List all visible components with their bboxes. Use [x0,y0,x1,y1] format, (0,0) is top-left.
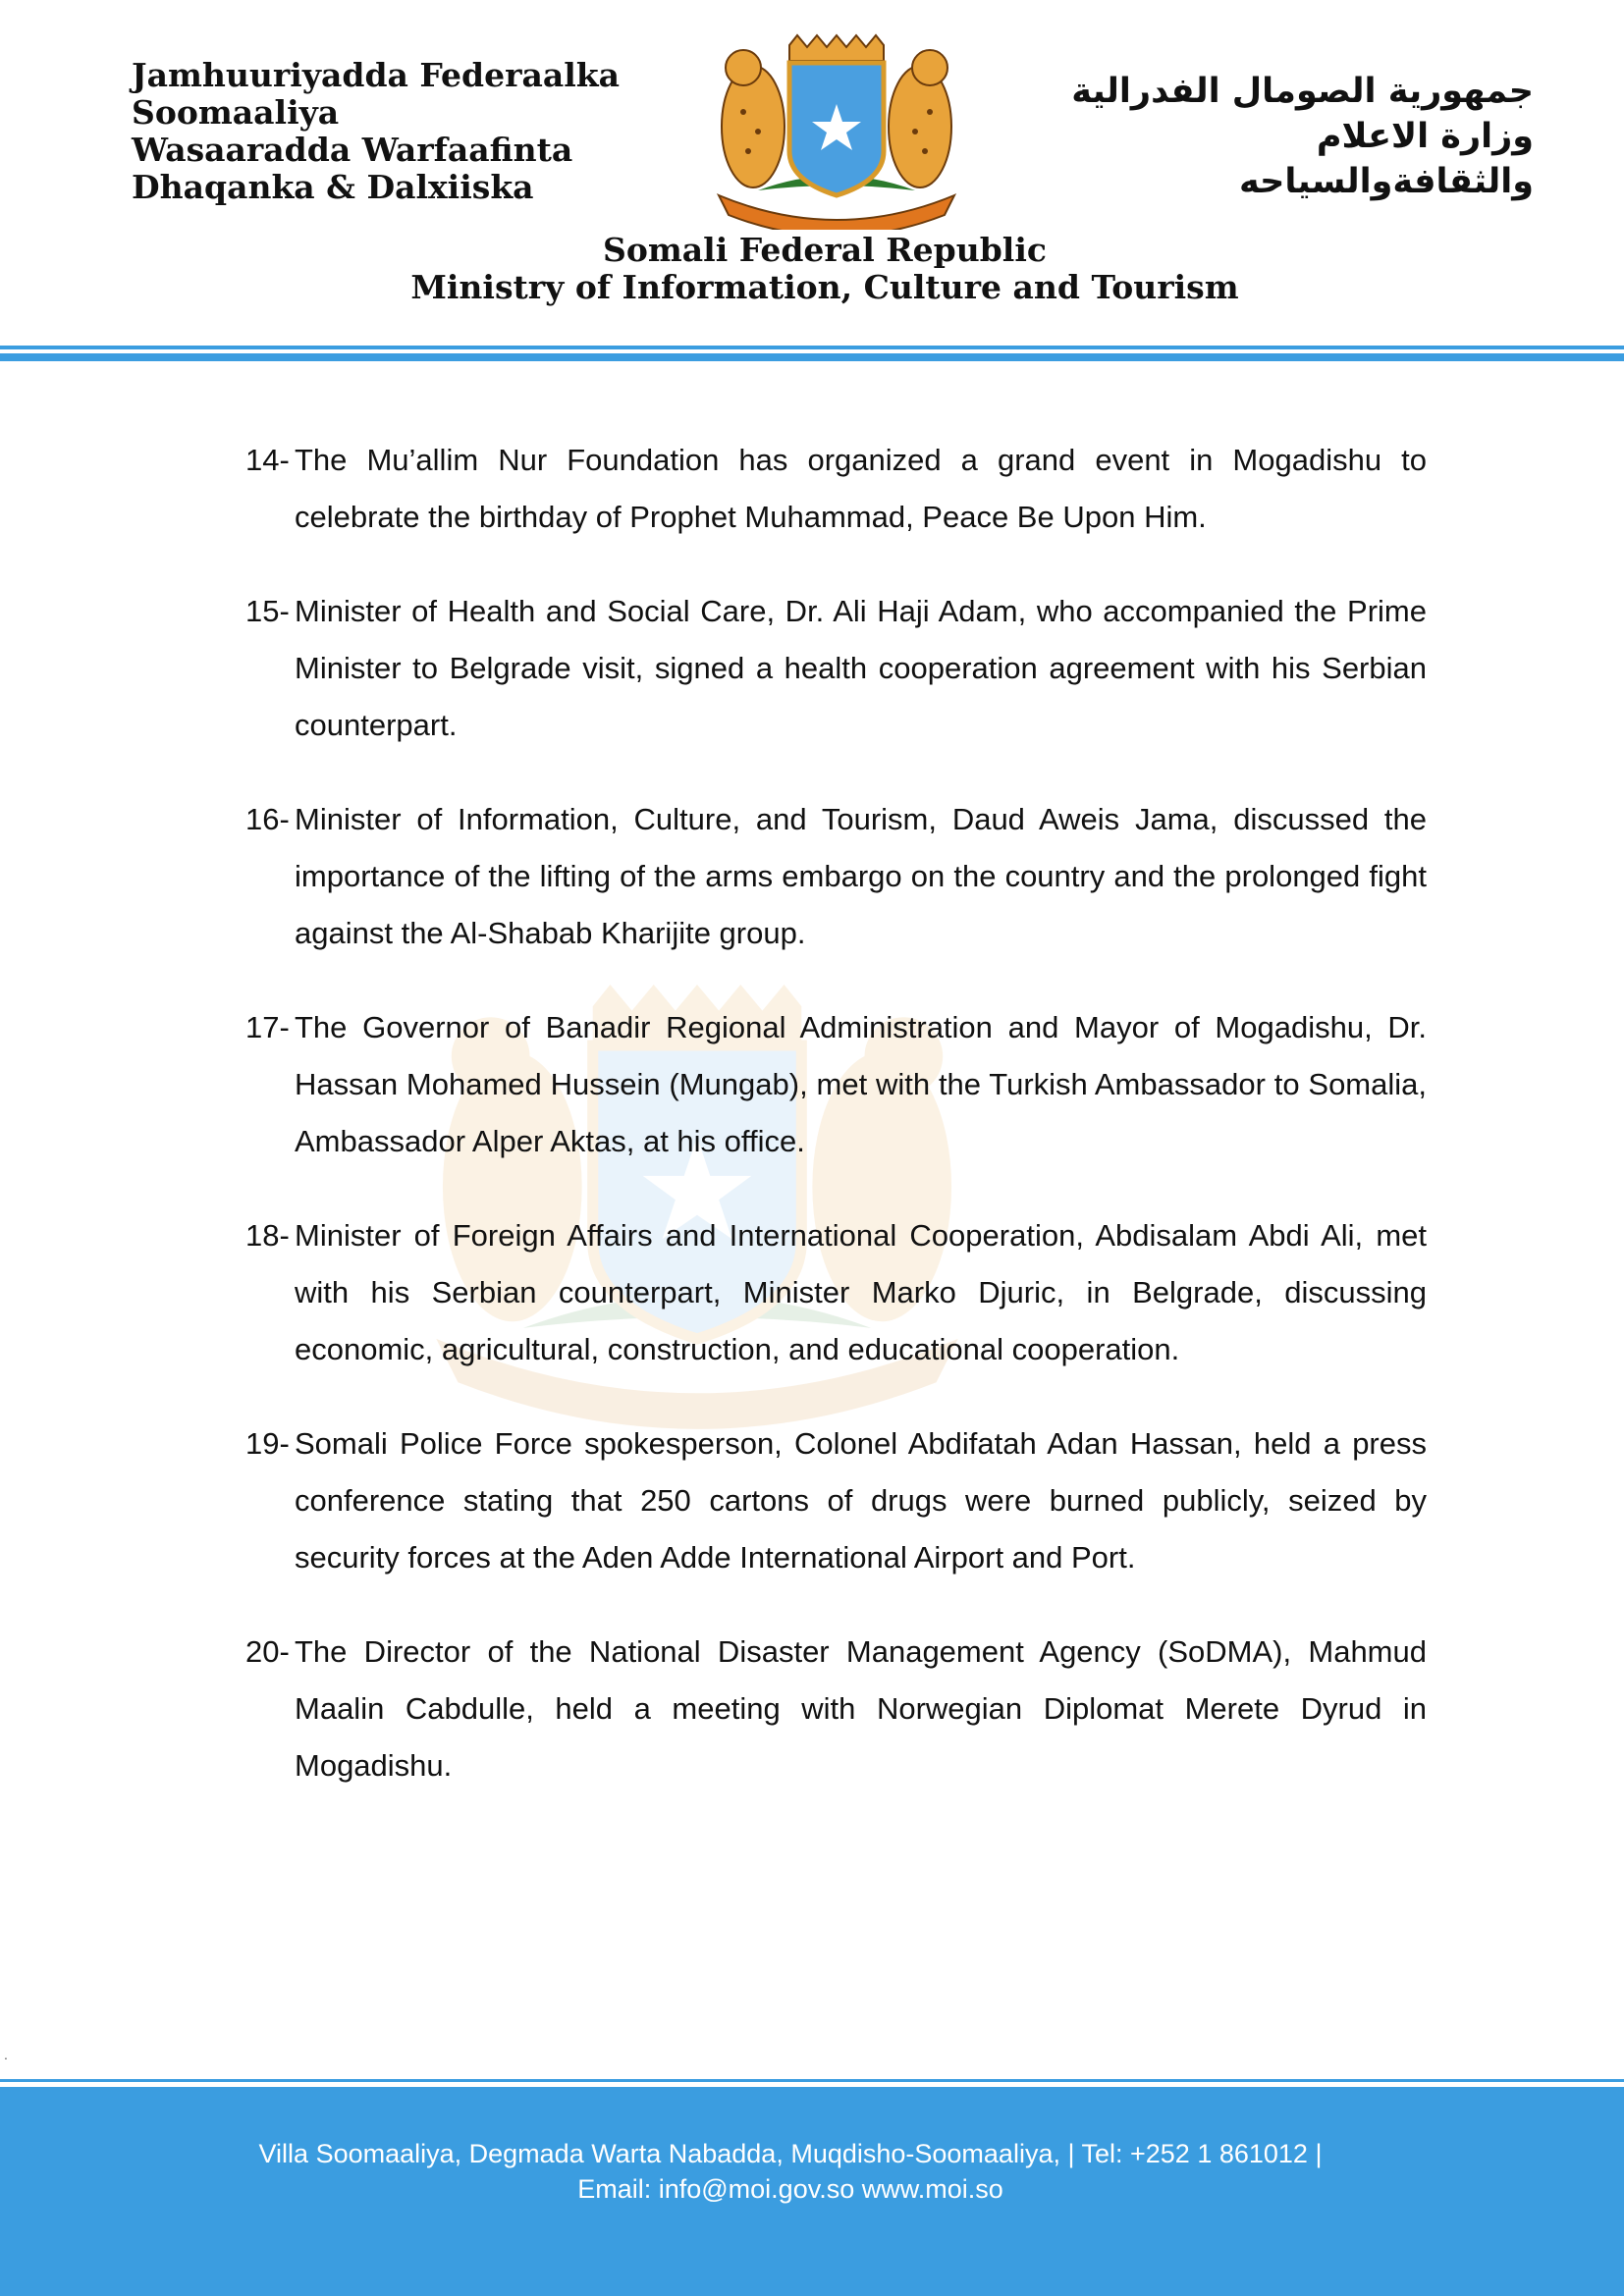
footer-address: Villa Soomaaliya, Degmada Warta Nabadda, Muqdisho-Soomaaliya, | Tel: +252 1 861012 | [258,2139,1323,2168]
header-left-line: Jamhuuriyadda Federaalka [132,56,621,94]
list-item [245,583,1427,754]
header-left-line: Soomaaliya [132,93,340,132]
item-text: The Mu’allim Nur Foundation has organized a grand event in Mogadishu to celebrate the birthday of Prophet Muhammad, Peace Be Upon Him. [295,443,1427,534]
header-english-title [0,232,1624,306]
item-text: Minister of Health and Social Care, Dr. Ali Haji Adam, who accompanied the Prime Minister to Belgrade visit, signed a health cooperation agreement with his Serbian counterpart. [295,594,1427,742]
header-divider-thick [0,353,1624,361]
list-item [245,999,1427,1170]
item-number: 20- [245,1634,290,1669]
header-right-line: وزارة الاعلام [1316,117,1534,156]
header-center-line: Somali Federal Republic [603,231,1047,269]
item-number: 15- [245,594,290,628]
item-number: 14- [245,443,290,477]
item-text: The Governor of Banadir Regional Administration and Mayor of Mogadishu, Dr. Hassan Mohamed Hussein (Mungab), met with the Turkish Ambassador to Somalia, Ambassador Alper Aktas, at his office. [295,1010,1427,1158]
item-text: Minister of Information, Culture, and Tourism, Daud Aweis Jama, discussed the importance of the lifting of the arms embargo on the country and the prolonged fight against the Al-Shabab Kharijite group. [295,802,1427,950]
header-right-line: جمهورية الصومال الفدرالية [1071,72,1534,111]
stray-mark: . [4,2047,8,2062]
header-arabic-title [1071,69,1534,204]
item-text: The Director of the National Disaster Management Agency (SoDMA), Mahmud Maalin Cabdulle, held a meeting with Norwegian Diplomat Merete Dyrud in Mogadishu. [295,1634,1427,1783]
header-left-line: Dhaqanka & Dalxiiska [132,168,534,206]
item-number: 19- [245,1426,290,1461]
list-item [245,791,1427,962]
footer-divider [0,2079,1624,2082]
item-number: 18- [245,1218,290,1253]
somalia-coat-of-arms-icon [699,33,974,230]
list-item [245,432,1427,546]
item-text: Minister of Foreign Affairs and International Cooperation, Abdisalam Abdi Ali, met with his Serbian counterpart, Minister Marko Djuric, in Belgrade, discussing economic, agricultural, construction, and educational cooperation. [295,1218,1427,1366]
header-somali-title [132,57,620,206]
list-item [245,1624,1427,1794]
header-divider-thin [0,346,1624,349]
item-text: Somali Police Force spokesperson, Colonel Abdifatah Adan Hassan, held a press conference stating that 250 cartons of drugs were burned publicly, seized by security forces at the Aden Adde International Airport and Port. [295,1426,1427,1575]
footer [0,2087,1624,2296]
header-right-line: والثقافةوالسياحه [1238,162,1534,201]
news-list [245,432,1427,1832]
header-center-line: Ministry of Information, Culture and Tourism [410,268,1239,306]
footer-contact: Email: info@moi.gov.so www.moi.so [577,2174,1003,2204]
item-number: 17- [245,1010,290,1044]
list-item [245,1207,1427,1378]
header-left-line: Wasaaradda Warfaafinta [132,131,573,169]
list-item [245,1415,1427,1586]
item-number: 16- [245,802,290,836]
